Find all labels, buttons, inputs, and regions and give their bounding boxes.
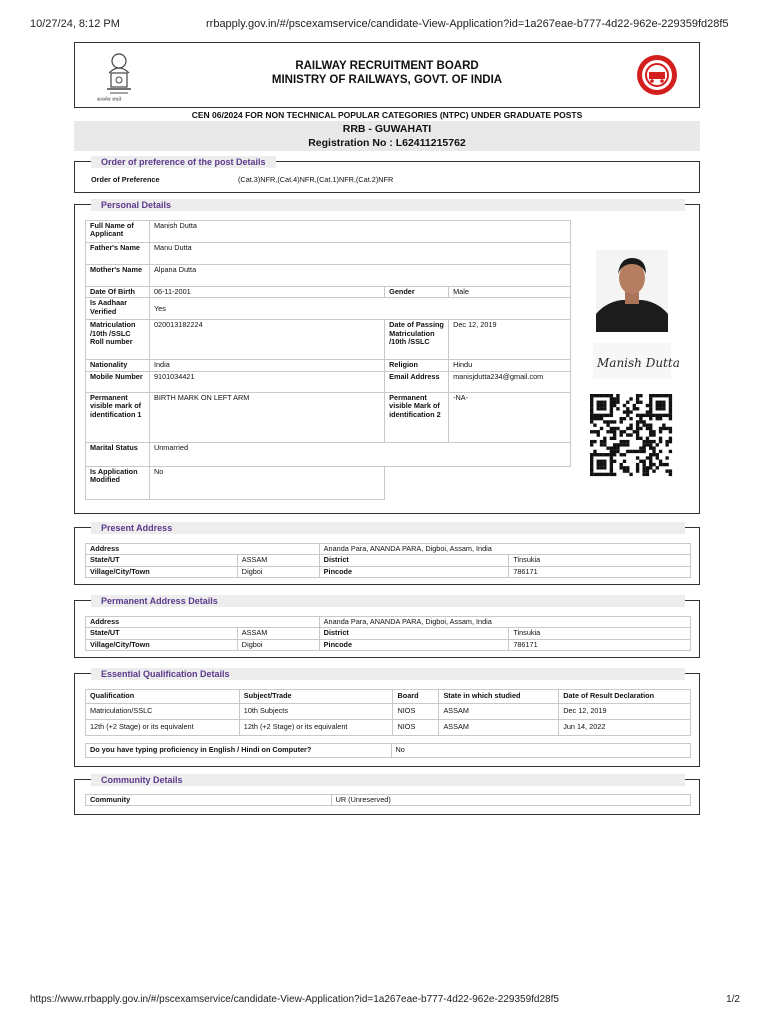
state-value: ASSAM xyxy=(237,555,319,566)
table-row xyxy=(86,371,571,392)
registration-number: Registration No : L62411215762 xyxy=(308,137,466,149)
qualification-cell: 12th (+2 Stage) or its equivalent xyxy=(86,720,240,736)
print-datetime: 10/27/24, 8:12 PM xyxy=(30,18,120,30)
table-row xyxy=(86,298,571,320)
state-value: ASSAM xyxy=(237,628,319,639)
state-label: State/UT xyxy=(86,555,238,566)
table-row xyxy=(86,639,691,650)
nationality-label: Nationality xyxy=(86,360,150,371)
passing-value: Dec 12, 2019 xyxy=(449,320,571,360)
result-date-cell: Jun 14, 2022 xyxy=(559,720,691,736)
table-row xyxy=(86,566,691,577)
mother-label: Mother's Name xyxy=(86,265,150,287)
rrb-name: RRB - GUWAHATI xyxy=(342,123,432,135)
gender-label: Gender xyxy=(385,287,449,298)
present-address-section xyxy=(74,523,700,585)
table-row xyxy=(86,628,691,639)
table-row xyxy=(86,287,571,298)
print-url: rrbapply.gov.in/#/pscexamservice/candidate-View-Application?id=1a267eae-b777-4d22-962e-229359fd28f5 xyxy=(206,18,729,30)
mark1-value: BIRTH MARK ON LEFT ARM xyxy=(149,392,384,442)
nationality-value: India xyxy=(149,360,384,371)
qualification-title: Essential Qualification Details xyxy=(91,668,685,680)
community-table xyxy=(85,794,691,806)
pincode-value: 786171 xyxy=(509,639,691,650)
personal-title: Personal Details xyxy=(91,199,685,211)
aadhaar-value: Yes xyxy=(149,298,570,320)
subject-cell: 10th Subjects xyxy=(239,704,393,720)
subject-cell: 12th (+2 Stage) or its equivalent xyxy=(239,720,393,736)
emblem-caption: सत्यमेव जयते xyxy=(97,97,122,103)
rrb-band xyxy=(74,121,700,151)
permanent-address-title: Permanent Address Details xyxy=(91,595,685,607)
aadhaar-label: Is Aadhaar Verified xyxy=(86,298,150,320)
table-row xyxy=(86,320,571,360)
preference-label: Order of Preference xyxy=(91,175,160,184)
district-label: District xyxy=(319,628,509,639)
mark2-label: Permanent visible Mark of identification 2 xyxy=(385,392,449,442)
pincode-label: Pincode xyxy=(319,639,509,650)
board-cell: NIOS xyxy=(393,720,439,736)
column-header: Board xyxy=(393,690,439,704)
permanent-address-table xyxy=(85,616,691,651)
typing-table xyxy=(85,743,691,758)
district-label: District xyxy=(319,555,509,566)
qualification-section xyxy=(74,669,700,767)
dob-label: Date Of Birth xyxy=(86,287,150,298)
address-label: Address xyxy=(86,617,320,628)
applicant-photo xyxy=(596,250,668,332)
table-row xyxy=(86,617,691,628)
table-row xyxy=(86,704,691,720)
qualification-cell: Matriculation/SSLC xyxy=(86,704,240,720)
table-row xyxy=(86,392,571,442)
preference-value: (Cat.3)NFR,(Cat.4)NFR,(Cat.1)NFR,(Cat.2)NFR xyxy=(238,175,394,184)
community-value: UR (Unreserved) xyxy=(331,795,690,806)
table-row xyxy=(86,360,571,371)
email-value: manisjdutta234@gmail.com xyxy=(449,371,571,392)
table-row xyxy=(86,466,571,499)
table-header-row xyxy=(86,690,691,704)
community-section xyxy=(74,775,700,815)
column-header: Subject/Trade xyxy=(239,690,393,704)
table-row xyxy=(86,221,571,243)
pincode-value: 786171 xyxy=(509,566,691,577)
present-address-title: Present Address xyxy=(91,522,685,534)
community-label: Community xyxy=(86,795,332,806)
district-value: Tinsukia xyxy=(509,628,691,639)
village-label: Village/City/Town xyxy=(86,566,238,577)
email-label: Email Address xyxy=(385,371,449,392)
column-header: State in which studied xyxy=(439,690,559,704)
village-value: Digboi xyxy=(237,639,319,650)
page-number: 1/2 xyxy=(726,994,740,1005)
pincode-label: Pincode xyxy=(319,566,509,577)
ministry-title: MINISTRY OF RAILWAYS, GOVT. OF INDIA xyxy=(271,74,503,86)
village-value: Digboi xyxy=(237,566,319,577)
modified-label: Is Application Modified xyxy=(86,466,150,499)
typing-label: Do you have typing proficiency in English / Hindi on Computer? xyxy=(86,744,392,758)
table-row xyxy=(86,744,691,758)
board-title: RAILWAY RECRUITMENT BOARD xyxy=(295,60,479,72)
address-value: Ananda Para, ANANDA PARA, Digboi, Assam, India xyxy=(319,617,690,628)
community-title: Community Details xyxy=(91,774,685,786)
matric-value: 020013182224 xyxy=(149,320,384,360)
mother-value: Alpana Dutta xyxy=(149,265,570,287)
qr-code xyxy=(590,394,672,476)
religion-label: Religion xyxy=(385,360,449,371)
matric-label: Matriculation /10th /SSLC Roll number xyxy=(86,320,150,360)
indian-railways-logo-icon xyxy=(635,53,679,97)
table-row xyxy=(86,555,691,566)
address-label: Address xyxy=(86,544,320,555)
table-row xyxy=(86,720,691,736)
mobile-value: 9101034421 xyxy=(149,371,384,392)
footer-url: https://www.rrbapply.gov.in/#/pscexamservice/candidate-View-Application?id=1a267eae-b777-4d22-962e-229359fd28f5 xyxy=(30,994,559,1005)
religion-value: Hindu xyxy=(449,360,571,371)
full-name-value: Manish Dutta xyxy=(149,221,570,243)
board-cell: NIOS xyxy=(393,704,439,720)
personal-table xyxy=(85,220,571,500)
village-label: Village/City/Town xyxy=(86,639,238,650)
table-row xyxy=(86,265,571,287)
mark2-value: -NA- xyxy=(449,392,571,442)
cen-notice: CEN 06/2024 FOR NON TECHNICAL POPULAR CATEGORIES (NTPC) UNDER GRADUATE POSTS xyxy=(191,110,583,120)
preference-section xyxy=(74,157,700,193)
mark1-label: Permanent visible mark of identification 1 xyxy=(86,392,150,442)
father-value: Manu Dutta xyxy=(149,243,570,265)
gender-value: Male xyxy=(449,287,571,298)
dob-value: 06-11-2001 xyxy=(149,287,384,298)
passing-label: Date of Passing Matriculation /10th /SSLC xyxy=(385,320,449,360)
personal-section xyxy=(74,200,700,514)
modified-value: No xyxy=(149,466,384,499)
state-label: State/UT xyxy=(86,628,238,639)
permanent-address-section xyxy=(74,596,700,658)
document-header xyxy=(74,42,700,108)
column-header: Qualification xyxy=(86,690,240,704)
applicant-signature xyxy=(593,343,680,379)
table-row xyxy=(86,795,691,806)
present-address-table xyxy=(85,543,691,578)
svg-text:Manish Dutta: Manish Dutta xyxy=(597,356,680,370)
district-value: Tinsukia xyxy=(509,555,691,566)
marital-value: Unmarried xyxy=(149,442,570,466)
state-cell: ASSAM xyxy=(439,704,559,720)
preference-title: Order of preference of the post Details xyxy=(91,156,276,168)
column-header: Date of Result Declaration xyxy=(559,690,691,704)
father-label: Father's Name xyxy=(86,243,150,265)
table-row xyxy=(86,544,691,555)
qualification-table xyxy=(85,689,691,736)
state-cell: ASSAM xyxy=(439,720,559,736)
full-name-label: Full Name of Applicant xyxy=(86,221,150,243)
result-date-cell: Dec 12, 2019 xyxy=(559,704,691,720)
address-value: Ananda Para, ANANDA PARA, Digboi, Assam, India xyxy=(319,544,690,555)
table-row xyxy=(86,442,571,466)
typing-value: No xyxy=(391,744,690,758)
table-row xyxy=(86,243,571,265)
mobile-label: Mobile Number xyxy=(86,371,150,392)
marital-label: Marital Status xyxy=(86,442,150,466)
